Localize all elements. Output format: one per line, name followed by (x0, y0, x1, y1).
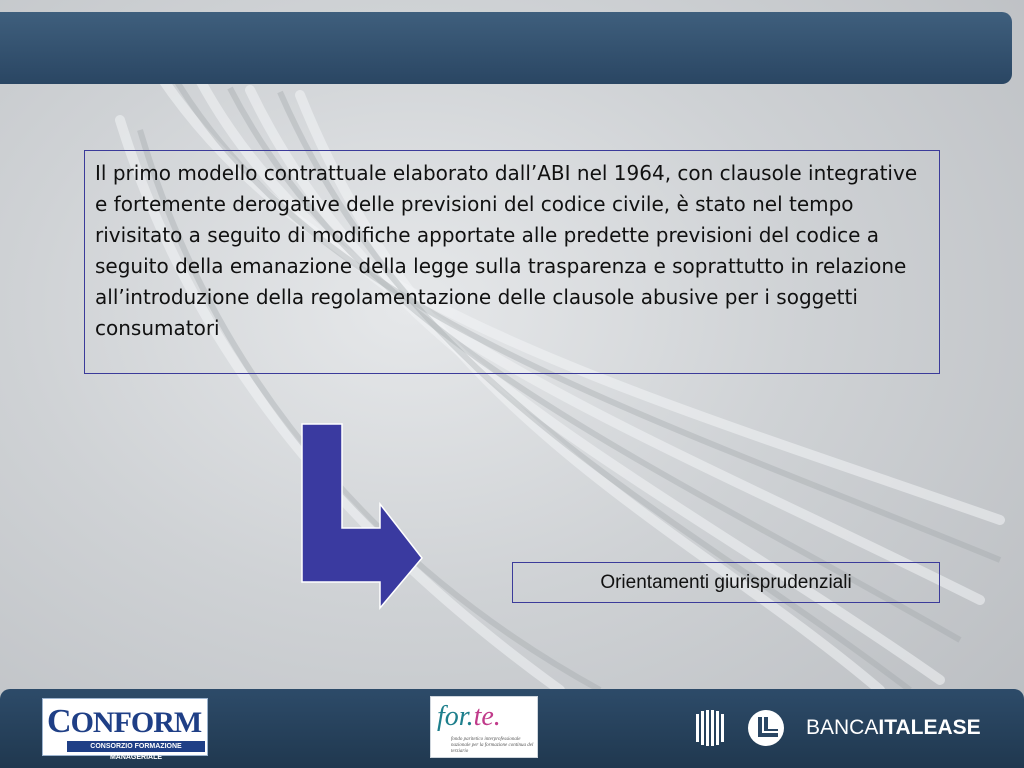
main-text-box (84, 150, 940, 374)
forte-logo (430, 696, 538, 758)
forte-wordmark: for.te. (437, 701, 501, 732)
conform-subtitle: CONSORZIO FORMAZIONE MANAGERIALE (67, 741, 205, 752)
caption-text: Orientamenti giurisprudenziali (600, 571, 852, 593)
bank-name: BANCAITALEASE (806, 716, 981, 739)
forte-tagline: fondo paritetico interprofessionale nazionale per la formazione continua del terziario (451, 737, 534, 754)
caption-box (512, 562, 940, 603)
conform-wordmark: CONFORM (47, 703, 202, 740)
conform-logo (42, 698, 208, 761)
title-banner (0, 12, 1012, 84)
bent-arrow-right-icon (296, 420, 426, 612)
body-paragraph: Il primo modello contrattuale elaborato dall’ABI nel 1964, con clausole integrative e fortemente derogative delle previsioni del codice civile, è stato nel tempo rivisitato a seguito di modifiche apportate alle predette previsioni del codice a seguito della emanazione della legge sulla trasparenza e soprattutto in relazione all’introduzione della regolamentazione delle clausole abusive per i soggetti consumatori (95, 161, 918, 340)
